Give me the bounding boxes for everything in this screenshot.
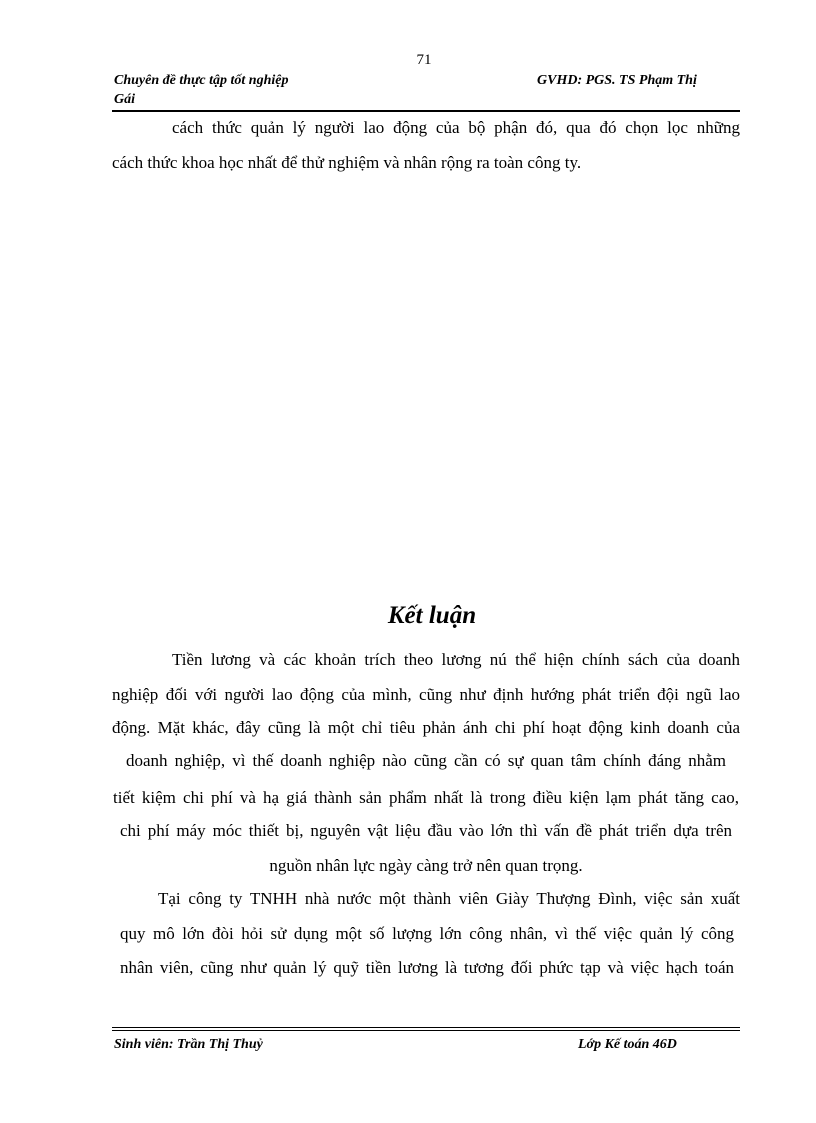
- body-line: chi phí máy móc thiết bị, nguyên vật liệu đầu vào lớn thì vấn đề phát triển dựa trên: [120, 821, 732, 840]
- page-number: 71: [416, 52, 432, 68]
- section-title: Kết luận: [387, 602, 477, 629]
- body-line: tiết kiệm chi phí và hạ giá thành sản phẩm nhất là trong điều kiện lạm phát tăng cao,: [113, 788, 739, 807]
- footer-left: Sinh viên: Trần Thị Thuỷ: [114, 1037, 263, 1052]
- header-left-continued: Gái: [114, 92, 135, 107]
- body-line: động. Mặt khác, đây cũng là một chỉ tiêu phản ánh chi phí hoạt động kinh doanh của: [112, 718, 740, 737]
- header-rule: [112, 110, 740, 112]
- footer-rule: [112, 1027, 740, 1028]
- footer-right: Lớp Kế toán 46D: [578, 1037, 677, 1052]
- body-line: nhân viên, cũng như quản lý quỹ tiền lương là tương đối phức tạp và việc hạch toán: [120, 958, 734, 977]
- header-right: GVHD: PGS. TS Phạm Thị: [537, 73, 697, 88]
- body-line: quy mô lớn đòi hỏi sử dụng một số lượng lớn công nhân, vì thế việc quản lý công: [120, 924, 734, 943]
- body-line: doanh nghiệp, vì thế doanh nghiệp nào cũng cần có sự quan tâm chính đáng nhằm: [126, 751, 726, 770]
- body-line: cách thức khoa học nhất để thử nghiệm và nhân rộng ra toàn công ty.: [112, 153, 582, 172]
- body-line: cách thức quản lý người lao động của bộ phận đó, qua đó chọn lọc những: [172, 118, 740, 137]
- body-line: Tại công ty TNHH nhà nước một thành viên Giày Thượng Đình, việc sản xuất: [158, 889, 740, 908]
- header-left: Chuyên đề thực tập tốt nghiệp: [114, 73, 289, 88]
- body-line: nghiệp đối với người lao động của mình, cũng như định hướng phát triển đội ngũ lao: [112, 685, 740, 704]
- body-line: nguồn nhân lực ngày càng trở nên quan trọng.: [269, 856, 583, 875]
- body-line: Tiền lương và các khoản trích theo lương nú thể hiện chính sách của doanh: [172, 650, 740, 669]
- footer-rule-double: [112, 1030, 740, 1031]
